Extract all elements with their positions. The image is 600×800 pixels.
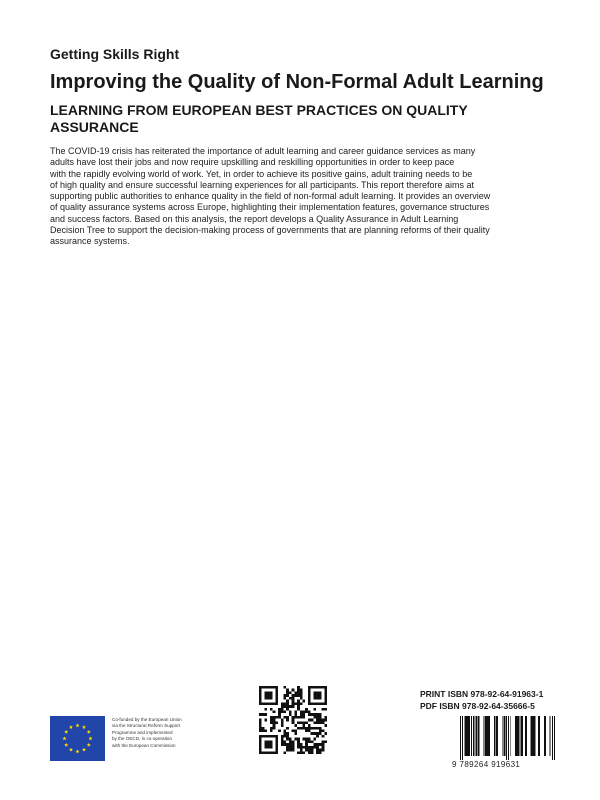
abstract-text	[50, 146, 554, 248]
abstract-line: adults have lost their jobs and now require upskilling and reskilling opportunities in order to keep pace	[50, 157, 455, 168]
credit-line: Co-funded by the European Union	[112, 717, 182, 722]
barcode-number: 9 789264 919631	[452, 760, 521, 769]
abstract-line: supporting public authorities to enhance quality in the field of non-formal adult learning. It provides an overview	[50, 191, 491, 202]
subtitle	[50, 102, 570, 136]
isbn-barcode	[452, 716, 562, 772]
eu-flag-graphic	[50, 716, 105, 761]
eu-flag-icon	[50, 716, 105, 761]
print-isbn: PRINT ISBN 978-92-64-91963-1	[420, 689, 544, 699]
abstract-line: assurance systems.	[50, 236, 130, 247]
abstract-line: of quality assurance systems across Europe, highlighting their implementation features, governance structures	[50, 202, 490, 213]
abstract-line: and success factors. Based on this analysis, the report develops a Quality Assurance in Adult Learning	[50, 213, 459, 224]
credit-line: Programme and implemented	[112, 729, 173, 735]
series-name: Getting Skills Right	[50, 46, 180, 62]
subtitle-line: LEARNING FROM EUROPEAN BEST PRACTICES ON QUALITY	[50, 102, 468, 118]
page-title: Improving the Quality of Non-Formal Adult Learning	[50, 71, 544, 93]
abstract-line: The COVID-19 crisis has reiterated the importance of adult learning and career guidance services as many	[50, 146, 476, 156]
abstract-line: with the rapidly evolving world of work. Yet, in order to achieve its positive gains, adult training needs to be	[50, 168, 473, 179]
abstract-line: of high quality and ensure successful learning experiences for all participants. This report therefore aims at	[50, 179, 475, 190]
qr-code-graphic	[259, 686, 327, 754]
pdf-isbn: PDF ISBN 978-92-64-35666-5	[420, 700, 535, 711]
eu-funding-credit	[112, 717, 202, 749]
barcode-bars	[452, 716, 562, 760]
subtitle-line: ASSURANCE	[50, 119, 139, 135]
credit-line: by the OECD, in co-operation	[112, 736, 173, 742]
credit-line: via the Structural Reform Support	[112, 723, 181, 729]
qr-code[interactable]	[259, 686, 327, 754]
isbn-block	[420, 689, 560, 712]
abstract-line: Decision Tree to support the decision-making process of governments that are planning reforms of their quality	[50, 225, 490, 236]
credit-line: with the European Commission	[112, 742, 176, 748]
